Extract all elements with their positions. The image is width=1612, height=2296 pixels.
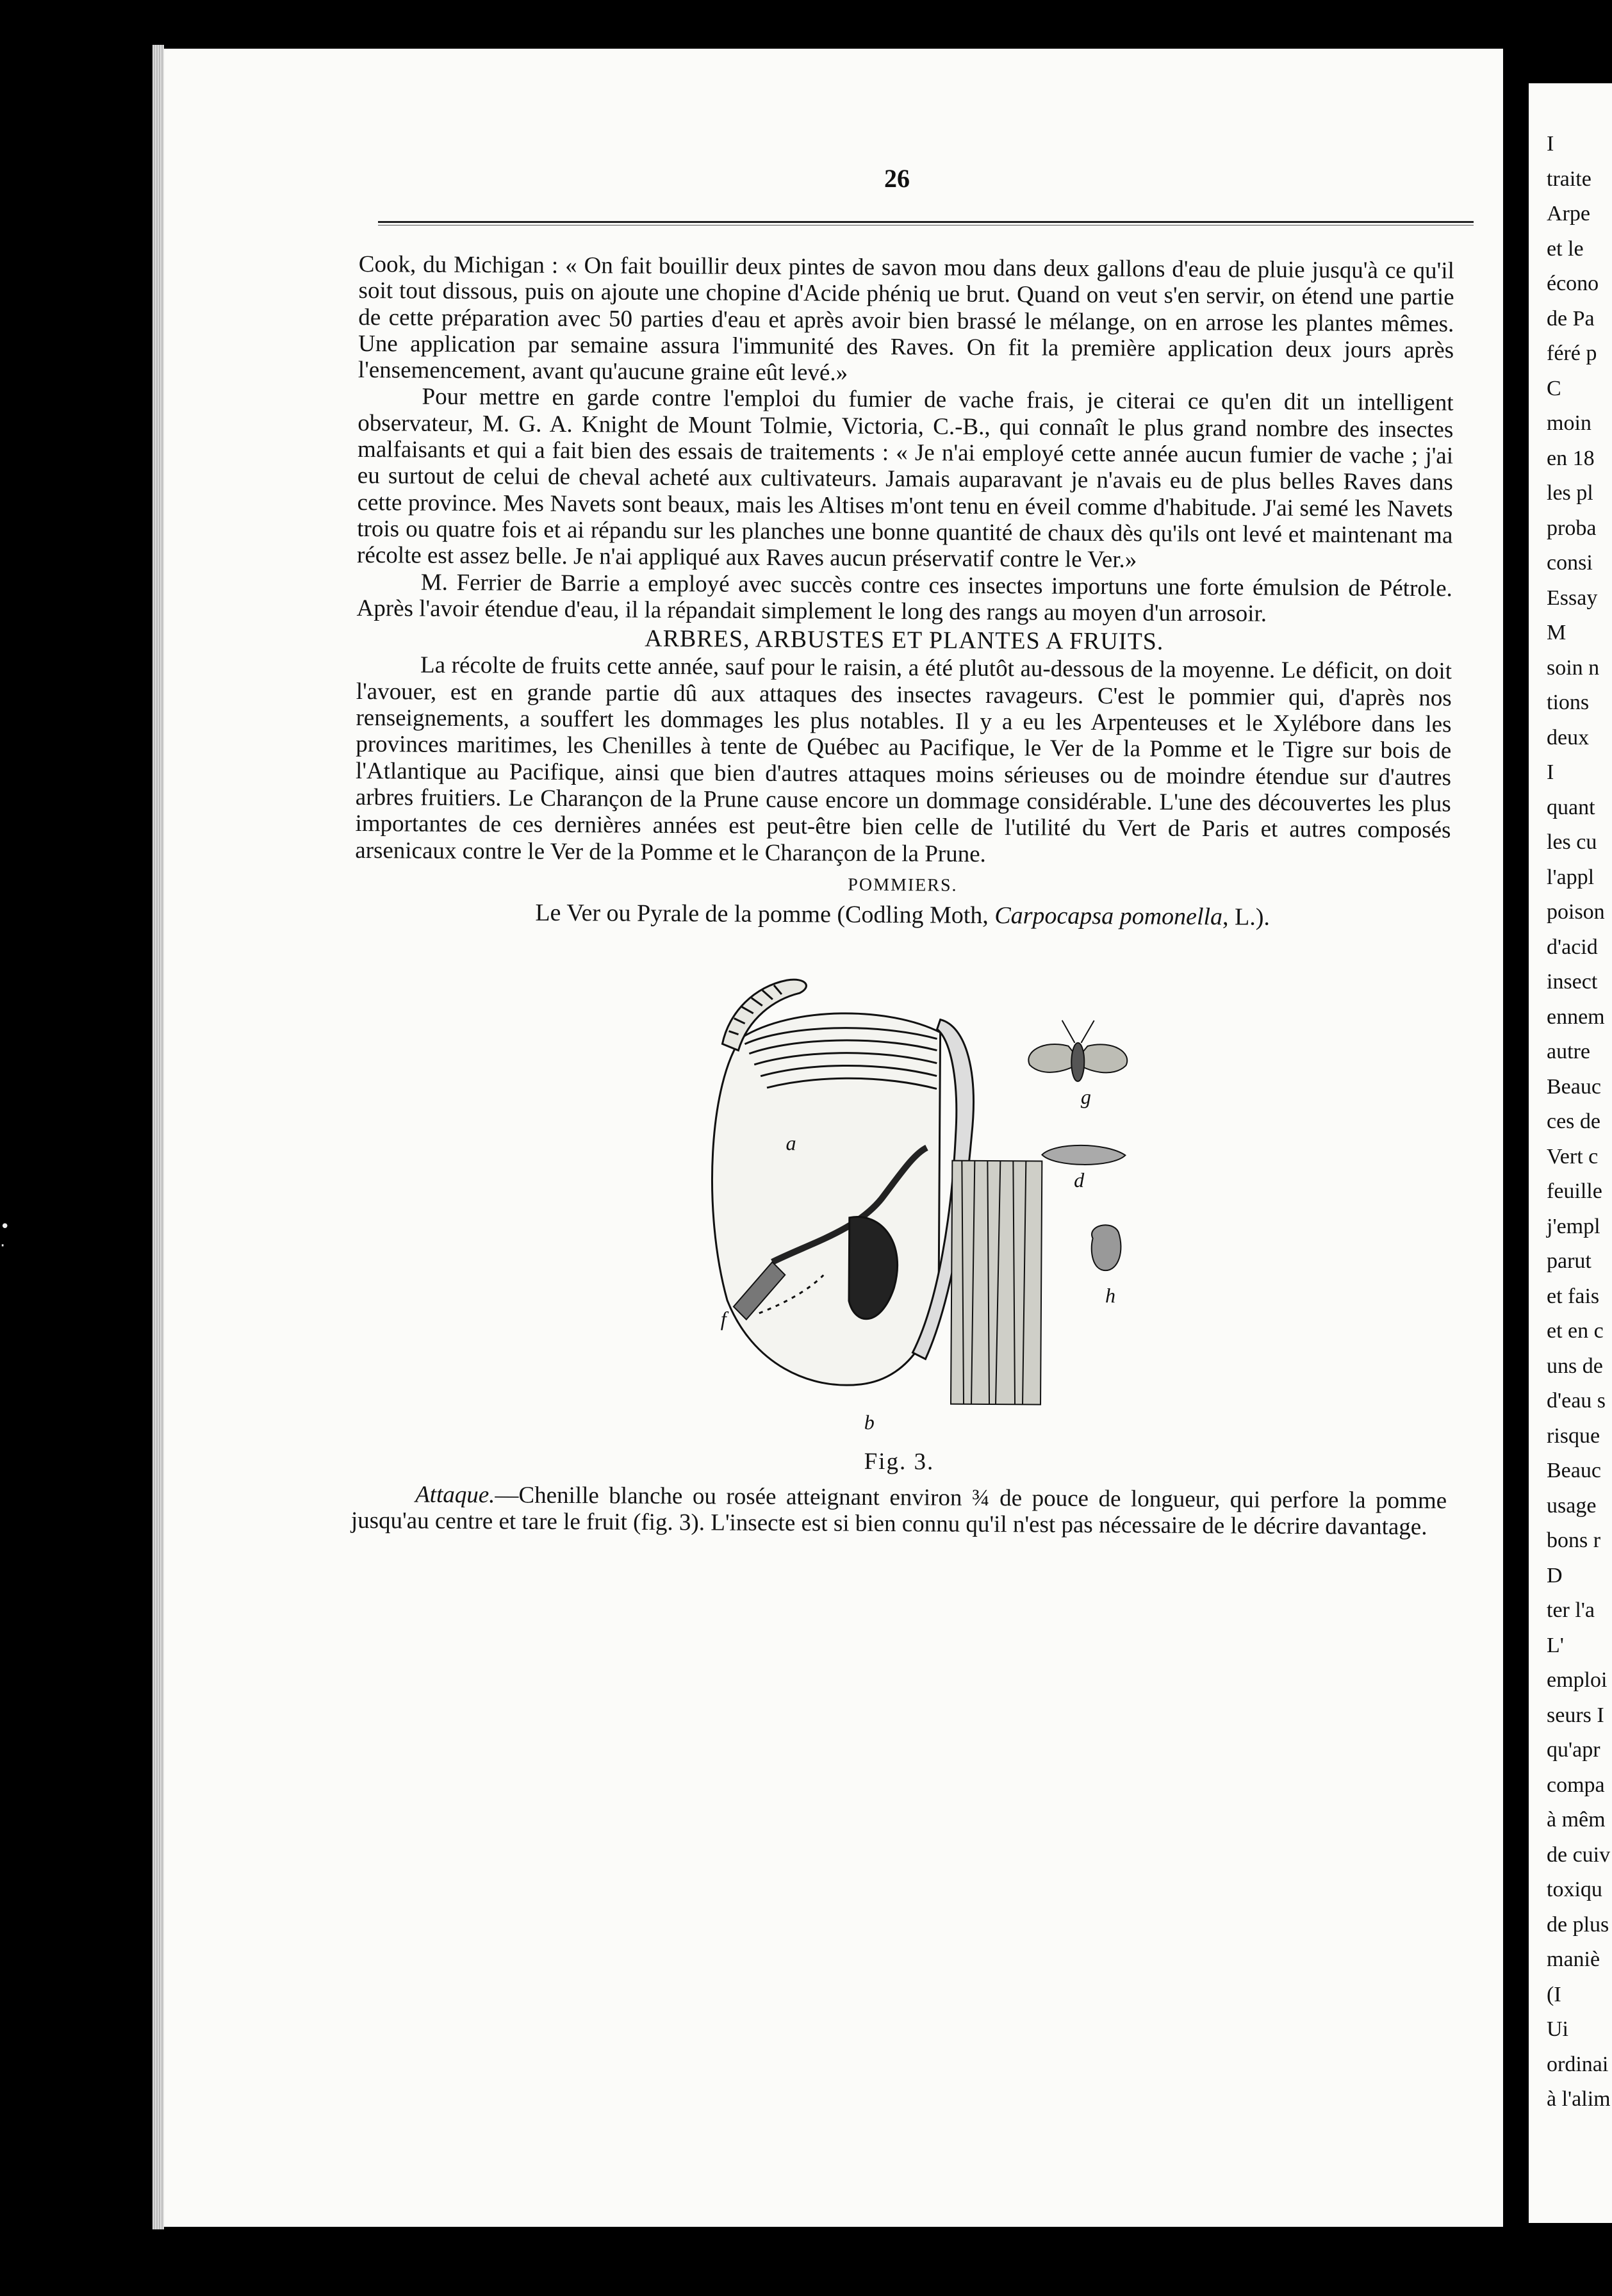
facing-page-line: tions [1547,691,1590,714]
attaque-label: Attaque. [415,1481,495,1509]
facing-page-line: quant [1547,795,1595,819]
facing-page-line: deux [1547,725,1590,750]
facing-page-line: écono [1547,272,1599,295]
codling-moth-figure [579,941,1223,1445]
facing-page-line: M [1547,621,1567,644]
facing-page-line: à mêm [1547,1808,1606,1832]
apple-section [711,1013,975,1386]
paragraph-cook-quote: Cook, du Michigan : « On fait bouillir deux pintes de savon mou dans deux gallons d'eau de pluie jusqu'à ce qu'il soit tout dissous, puis on ajoute une chopine d'Acide phéniq ue brut. Quand on veut s'en servir, on étend une partie de cette préparation avec 50 parties d'eau et après avoir bien brassé le mélange, on en arrose les plantes mêmes. Une application par semaine assura l'immunité des Raves. On fit la première application deux jours après l'ensemencement, avant qu'aucune graine eût levé.» [358,251,1454,386]
facing-page-line: Arpe [1547,202,1590,226]
figure-caption: Fig. 3. [864,1448,935,1475]
facing-page-line: compa [1547,1773,1605,1797]
facing-page-line: et fais [1547,1284,1600,1308]
attaque-text: —Chenille blanche ou rosée atteignant environ ¾ de pouce de longueur, qui perfore la pomme jusqu'au centre et tare le fruit (fig. 3). L'insecte est si bien connu qu'il n'est pas nécessaire de le décrire davantage. [350,1482,1447,1541]
species-latin-name: Carpocapsa pomonella [994,902,1223,931]
figure-label-f: f [720,1307,727,1331]
main-text [351,251,1454,1541]
facing-page-line: I [1547,760,1554,784]
adult-moth [1028,1021,1127,1082]
paragraph-knight-quote: Pour mettre en garde contre l'emploi du fumier de vache frais, je citerai ce qu'en dit un intelligent observateur, M. G. A. Knight de Mount Tolmie, Victoria, C.-B., qui connaît le plus grand nombre des insectes malfaisants et qui a fait bien des essais de traitements : « Je n'ai employé cette année aucun fumier de vache ; j'ai eu surtout de celui de cheval acheté aux cultivateurs. Jamais auparavant je n'avais eu de plus belles Raves dans cette province. Mes Navets sont beaux, mais les Altises m'ont tenu en éveil comme d'habitude. J'ai semé les Navets trois ou quatre fois et ai répandu sur les planches une bonne quantité de chaux dès qu'ils ont levé et maintenant ma récolte est assez belle. Je n'ai appliqué aux Raves aucun préservatif contre le Ver.» [356,384,1454,573]
facing-page-line: feuille [1547,1179,1602,1203]
facing-page-line: féré p [1547,341,1597,365]
facing-page-line: ces de [1547,1110,1601,1133]
facing-page-line: consi [1547,551,1593,575]
page-stack-edge [152,45,164,2229]
facing-page-line: de cuiv [1547,1842,1611,1867]
facing-page-line: ennem [1547,1004,1605,1029]
figure-label-a: a [785,1131,796,1155]
facing-page-line: Beauc [1547,1074,1601,1099]
page-number: 26 [884,164,910,193]
paragraph-ferrier: M. Ferrier de Barrie a employé avec succès contre ces insectes importuns une forte émulsion de Pétrole. Après l'avoir étendue d'eau, il la répandait simplement le long des rangs au moyen d'un arrosoir. [356,569,1452,627]
facing-page-line: les pl [1547,481,1593,505]
facing-page-line: l'appl [1547,865,1595,889]
facing-page-line: et le [1547,236,1584,261]
codling-moth-illustration [579,941,1223,1445]
facing-page-line: les cu [1547,830,1597,854]
figure-label-d: d [1074,1168,1085,1192]
facing-page-line: Ui [1547,2017,1568,2041]
facing-page-line: toxiqu [1547,1878,1602,1901]
facing-page-line: ordinai [1547,2052,1609,2076]
species-title-prefix: Le Ver ou Pyrale de la pomme (Codling Moth, [535,899,995,930]
species-title [355,899,1451,932]
facing-page-line: (I [1547,1982,1561,2006]
facing-page-line: D [1547,1563,1563,1587]
paragraph-fruit-harvest: La récolte de fruits cette année, sauf pour le raisin, a été plutôt au-dessous de la moyenne. Le déficit, on doit l'avouer, est en grande partie dû aux attaques des insectes ravageurs. C'est le pommier qui, d'après nos renseignements, a souffert les dommages les plus notables. Il y a eu les Arpenteuses et le Xylébore dans les provinces maritimes, les Chenilles à tente de Québec au Pacifique, le Ver de la Pomme et le Tigre sur bois de l'Atlantique au Pacifique, ainsi que bien d'autres attaques moins sérieuses ou de moindre étendue sur d'autres arbres fruitiers. Le Charançon de la Prune cause encore un dommage considérable. L'une des découvertes les plus importantes de ces dernières années est peut-être bien celle de l'utilité du Vert de Paris et autres composés arsenicaux contre le Ver de la Pomme et le Charançon de la Prune. [355,652,1452,867]
pupa [1042,1145,1125,1165]
facing-page-line: insect [1547,970,1598,994]
subsection-title: POMMIERS. [848,874,958,896]
facing-page-line: d'acid [1547,935,1598,959]
facing-page [1529,83,1612,2223]
facing-page-line: parut [1547,1249,1591,1273]
facing-page-line: de plus [1547,1912,1609,1937]
facing-page-line: autre [1547,1040,1590,1063]
facing-page-line: uns de [1547,1354,1603,1378]
figure-label-b: b [864,1411,875,1434]
facing-page-line: moin [1547,411,1591,435]
facing-page-line: j'empl [1547,1214,1600,1238]
facing-page-line: L' [1547,1633,1564,1657]
section-title: ARBRES, ARBUSTES ET PLANTES A FRUITS. [645,625,1164,655]
spine-marks: • · [0,1217,10,1256]
facing-page-line: seurs I [1547,1703,1604,1727]
facing-page-line: ter l'a [1547,1598,1595,1622]
header-rule [378,221,1474,226]
facing-page-line: qu'apr [1547,1738,1600,1762]
facing-page-line: traite [1547,167,1591,191]
facing-page-line: risque [1547,1423,1600,1448]
figure-label-h: h [1105,1284,1116,1308]
figure-label-g: g [1080,1085,1092,1109]
facing-page-line: C [1547,376,1561,400]
facing-page-line: Beauc [1547,1459,1601,1482]
species-title-suffix: , L.). [1222,903,1271,931]
facing-page-line: maniè [1547,1948,1600,1971]
facing-page-line: Essay [1547,586,1598,610]
facing-page-line: I [1547,132,1554,156]
facing-page-line: soin n [1547,655,1600,680]
facing-page-line: de Pa [1547,306,1595,331]
facing-page-line: usage [1547,1493,1597,1518]
paragraph-attaque [351,1481,1447,1541]
facing-page-line: bons r [1547,1529,1601,1552]
facing-page-line: en 18 [1547,446,1595,470]
facing-page-line: d'eau s [1547,1389,1606,1413]
larva-head [1091,1226,1121,1271]
facing-page-line: Vert c [1547,1144,1599,1168]
facing-page-line: proba [1547,516,1597,540]
facing-page-line: à l'alim [1547,2087,1611,2111]
bark-strip [951,1161,1042,1405]
facing-page-line: emploi [1547,1668,1608,1692]
facing-page-line: poison [1547,900,1605,924]
facing-page-line: et en c [1547,1319,1604,1343]
